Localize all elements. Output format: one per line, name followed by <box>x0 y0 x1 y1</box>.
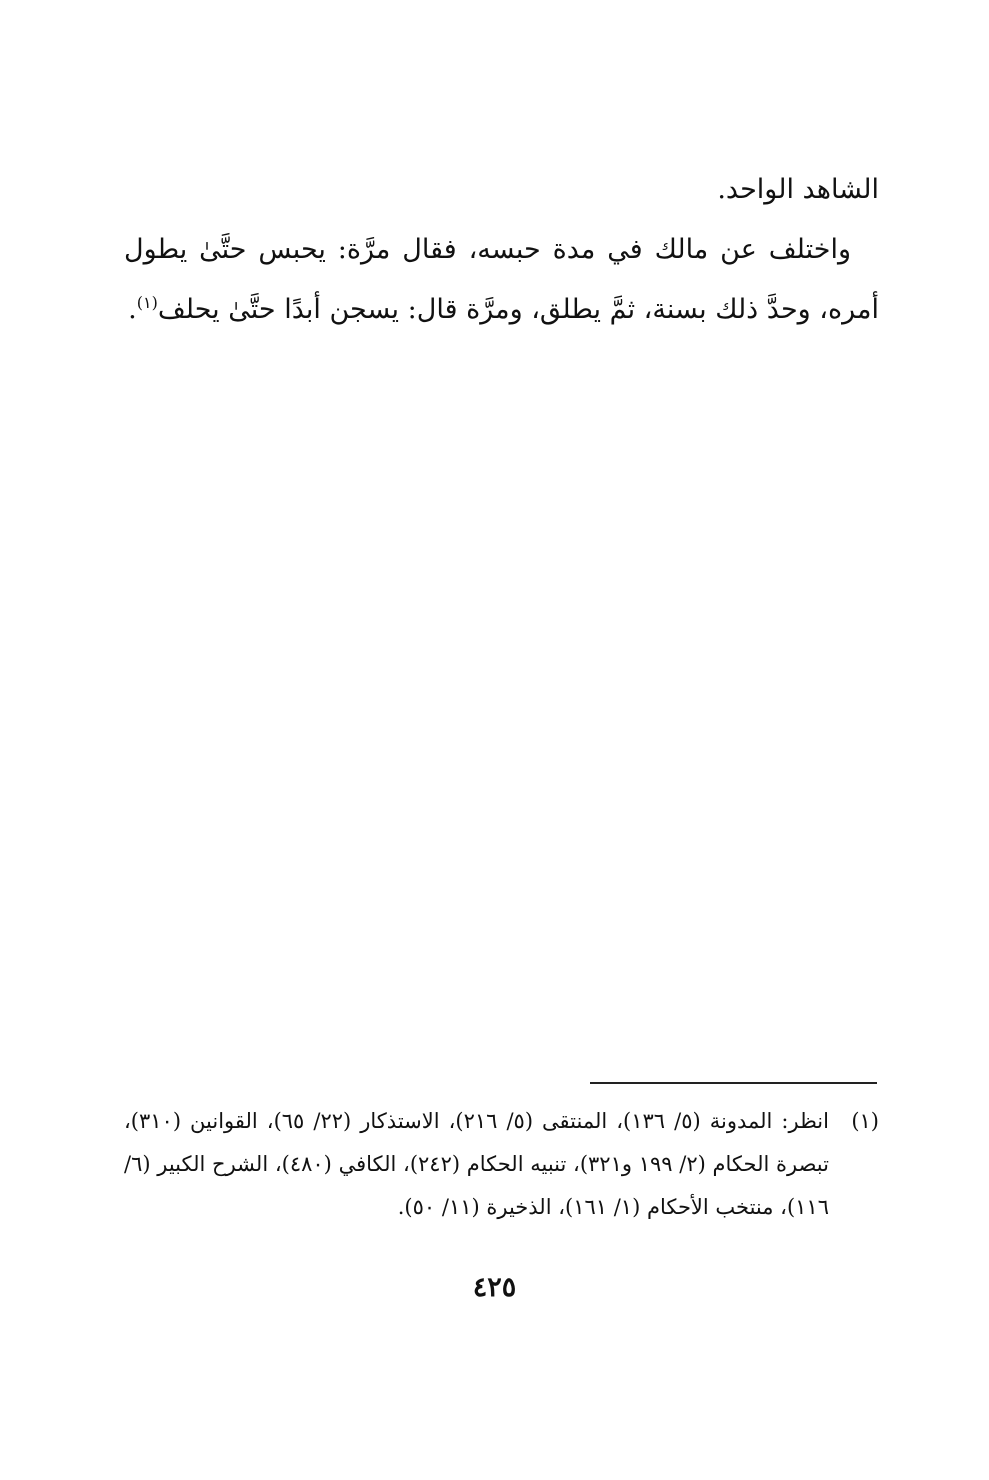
paragraph <box>124 220 879 340</box>
footnote-marker: (١) <box>136 293 158 312</box>
paragraph-text: واختلف عن مالك في مدة حبسه، فقال مرَّة: يحبس حتَّىٰ يطول أمره، وحدَّ ذلك بسنة، ثمَّ يطلق، ومرَّة قال: يسجن أبدًا حتَّىٰ يحلف <box>124 234 879 325</box>
paragraph-end: . <box>128 294 137 325</box>
footnote <box>124 1100 879 1229</box>
footnotes <box>124 1100 879 1229</box>
main-text <box>124 160 879 340</box>
footnote-text: انظر: المدونة (٥/ ١٣٦)، المنتقى (٥/ ٢١٦)، الاستذكار (٢٢/ ٦٥)، القوانين (٣١٠)، تبصرة الحكام (٢/ ١٩٩ و٣٢١)، تنبيه الحكام (٢٤٢)، الكافي (٤٨٠)، الشرح الكبير (٦/ ١١٦)، منتخب الأحكام (١/ ١٦١)، الذخيرة (١١/ ٥٠). <box>124 1109 829 1219</box>
page-number: ٤٢٥ <box>472 1272 517 1303</box>
paragraph-line: الشاهد الواحد. <box>717 174 879 205</box>
footnote-separator <box>590 1082 877 1084</box>
footnote-number: (١) <box>851 1109 879 1133</box>
